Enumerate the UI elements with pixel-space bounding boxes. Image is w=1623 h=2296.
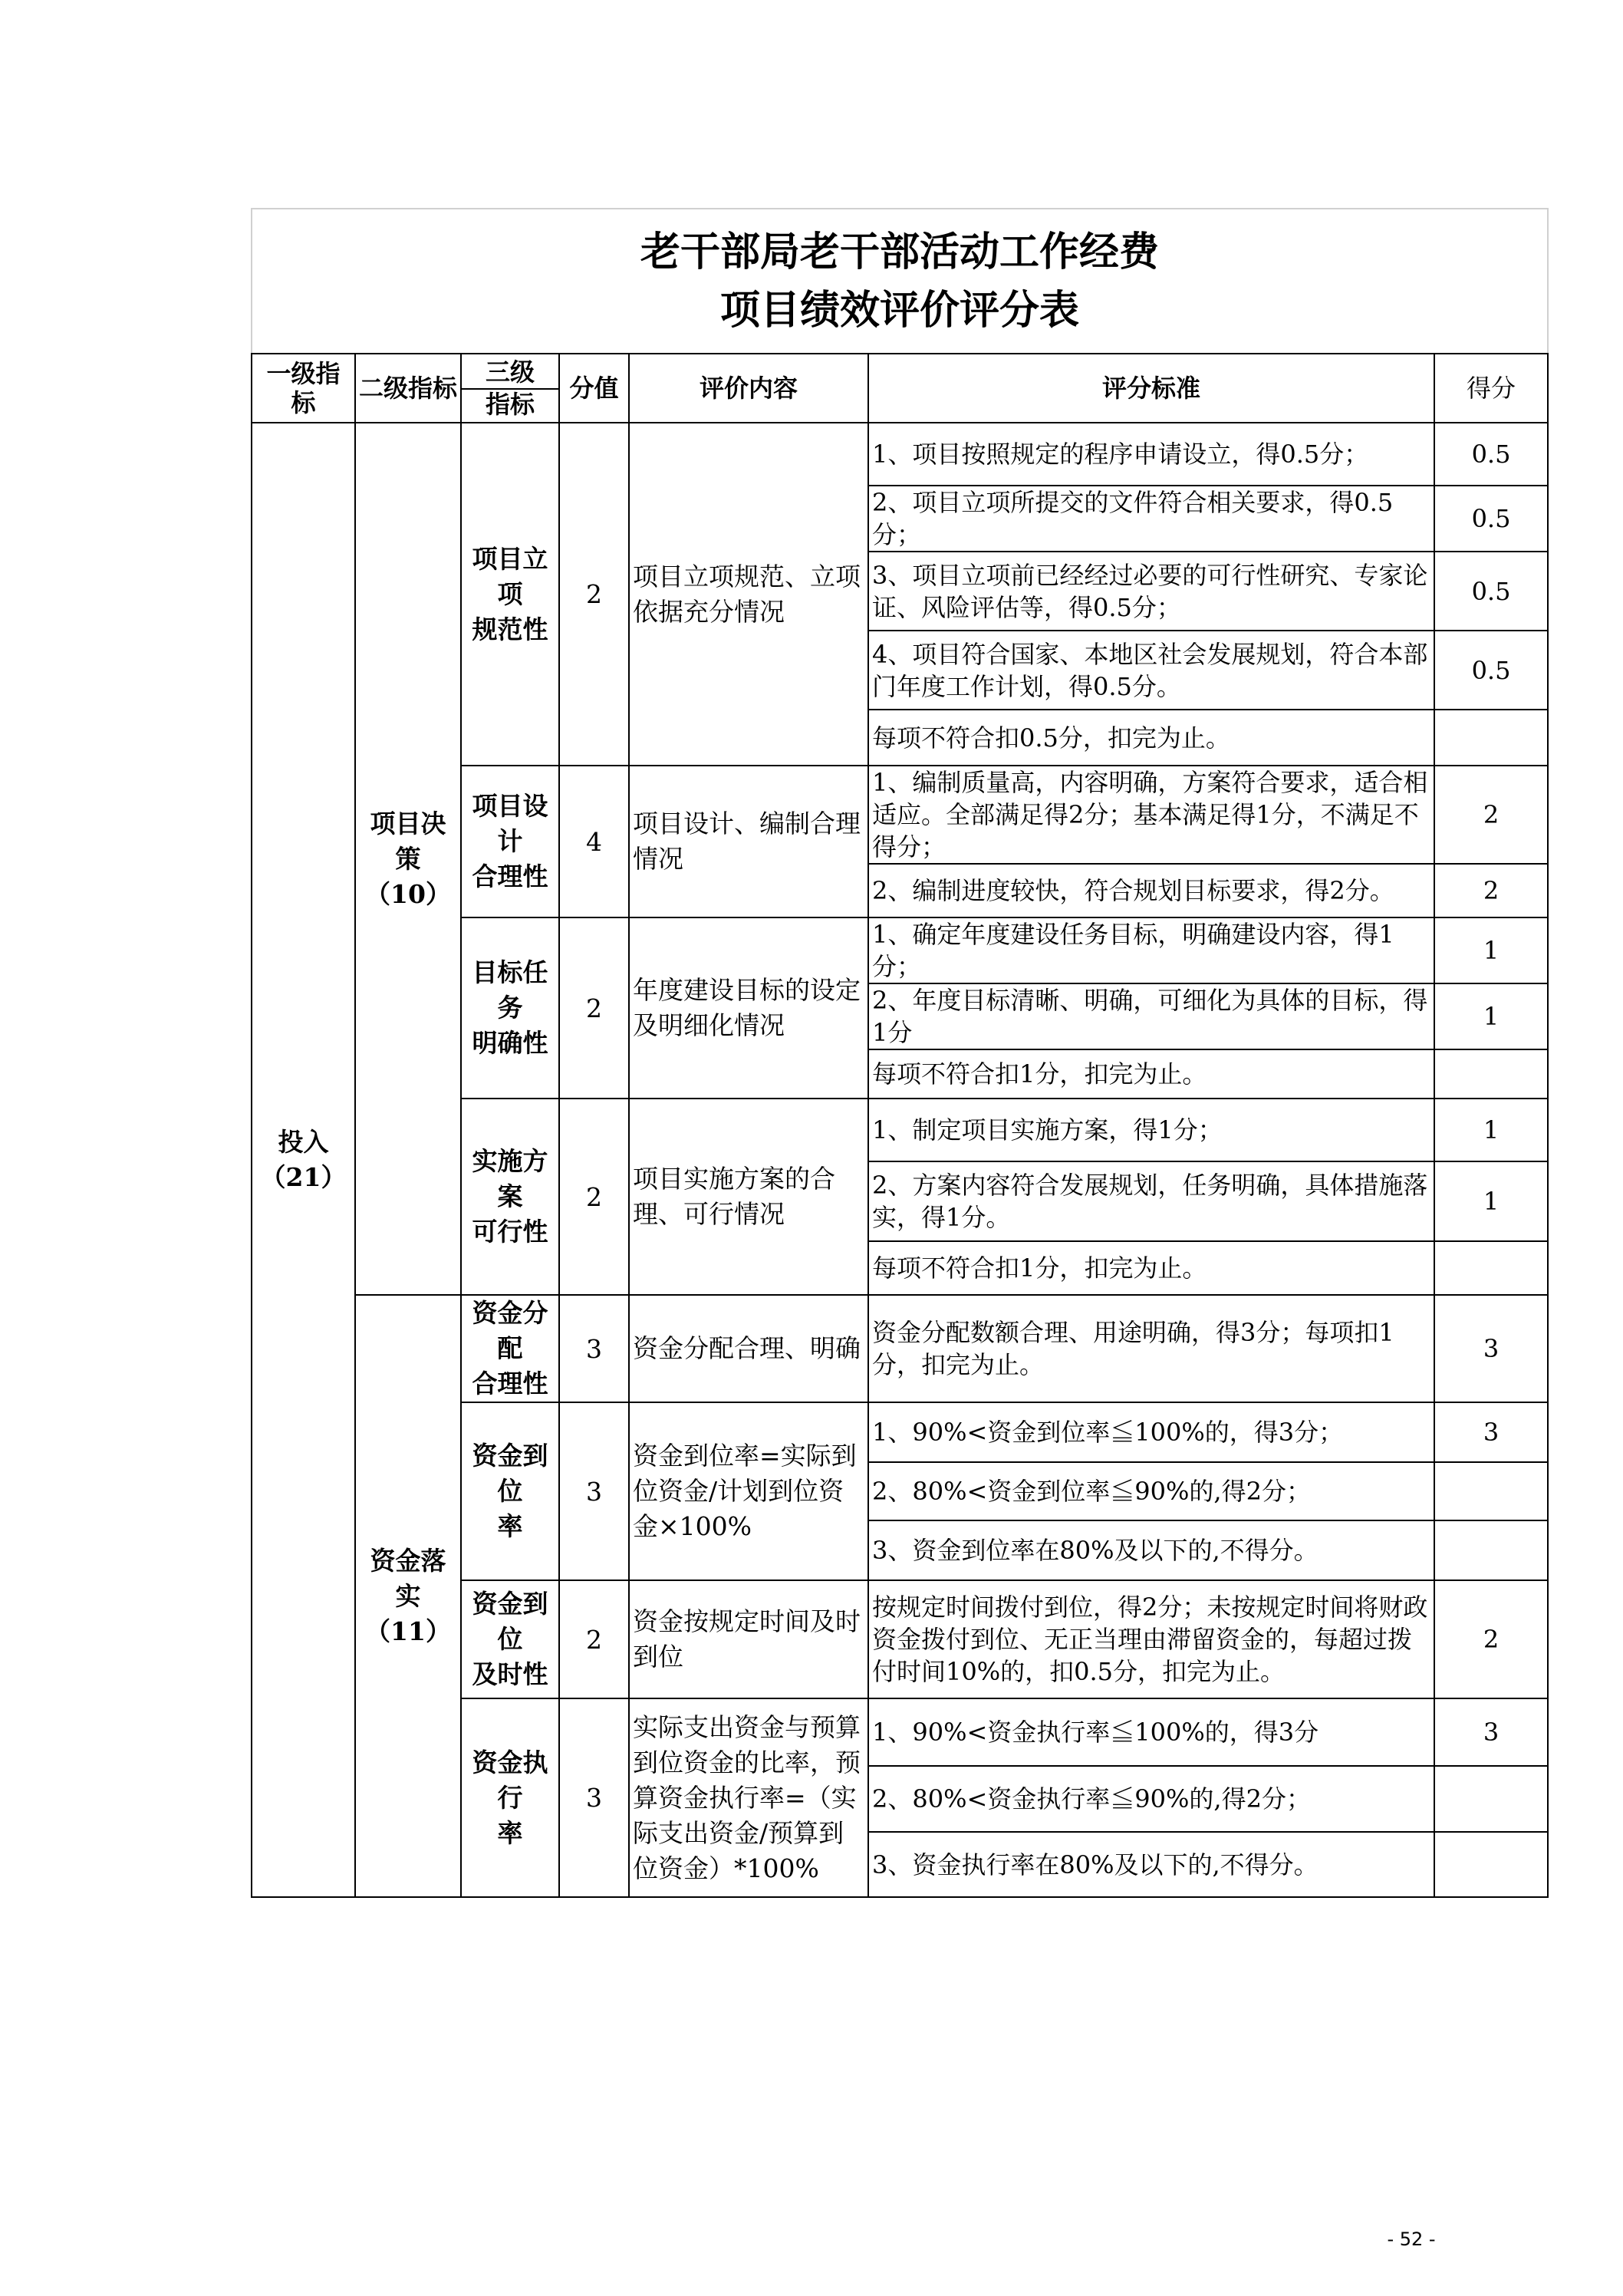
header-level2: 二级指标 [355,354,461,423]
level3-name-line1: 资金到位 [472,1589,548,1654]
content-cell: 资金按规定时间及时到位 [629,1580,868,1698]
criteria-cell: 3、资金到位率在80%及以下的,不得分。 [868,1520,1434,1580]
score-sheet [251,208,1547,1898]
header-score: 得分 [1434,354,1548,423]
level3-name-line2: 规范性 [472,614,548,644]
level3-name-line2: 合理性 [472,861,548,891]
score-cell: 2 [1434,1580,1548,1698]
header-row [252,354,1548,423]
score-cell: 1 [1434,1099,1548,1161]
criteria-cell: 每项不符合扣0.5分，扣完为止。 [868,710,1434,766]
table-row [252,423,1548,486]
score-cell [1434,710,1548,766]
title-line-2: 项目绩效评价评分表 [720,286,1080,334]
score-cell: 0.5 [1434,423,1548,486]
level3-name-line1: 资金分配 [472,1298,548,1363]
score-cell: 1 [1434,1161,1548,1241]
criteria-cell: 1、确定年度建设任务目标，明确建设内容，得1分； [868,917,1434,983]
criteria-cell: 1、90%<资金执行率≦100%的，得3分 [868,1698,1434,1766]
points-cell: 2 [559,1580,629,1698]
content-cell: 资金到位率=实际到位资金/计划到位资金×100% [629,1402,868,1580]
score-cell [1434,1832,1548,1897]
evaluation-table [251,208,1549,1898]
criteria-cell: 1、编制质量高，内容明确，方案符合要求，适合相适应。全部满足得2分；基本满足得1分，不满足不得分； [868,766,1434,864]
content-cell: 年度建设目标的设定及明细化情况 [629,917,868,1099]
level3-name-line1: 目标任务 [472,957,548,1023]
criteria-cell: 每项不符合扣1分，扣完为止。 [868,1241,1434,1295]
content-cell: 资金分配合理、明确 [629,1295,868,1402]
header-content: 评价内容 [629,354,868,423]
level1-total: （21） [260,1162,347,1192]
level2-name: 项目决策 [370,808,446,874]
level3-cell [461,423,559,766]
level3-name-line2: 及时性 [472,1659,548,1689]
level2-name: 资金落实 [370,1545,446,1611]
header-criteria: 评分标准 [868,354,1434,423]
level3-cell [461,1580,559,1698]
level2-total: （11） [365,1616,451,1646]
level1-cell [252,423,355,1897]
criteria-cell: 2、80%<资金到位率≦90%的,得2分； [868,1462,1434,1520]
criteria-cell: 3、资金执行率在80%及以下的,不得分。 [868,1832,1434,1897]
level3-cell [461,1402,559,1580]
points-cell: 3 [559,1698,629,1897]
criteria-cell: 1、制定项目实施方案，得1分； [868,1099,1434,1161]
level3-name-line2: 合理性 [472,1369,548,1398]
score-cell: 3 [1434,1402,1548,1462]
content-cell: 项目立项规范、立项依据充分情况 [629,423,868,766]
criteria-cell: 2、方案内容符合发展规划，任务明确，具体措施落实，得1分。 [868,1161,1434,1241]
score-cell [1434,1241,1548,1295]
level3-cell [461,1698,559,1897]
title-line-1: 老干部局老干部活动工作经费 [640,228,1160,275]
level3-name-line2: 可行性 [472,1217,548,1247]
points-cell: 3 [559,1402,629,1580]
criteria-cell: 资金分配数额合理、用途明确，得3分；每项扣1分，扣完为止。 [868,1295,1434,1402]
level2-total: （10） [365,878,451,909]
header-level3 [461,354,559,423]
header-level1: 一级指标 [252,354,355,423]
level3-name-line1: 资金执行 [472,1747,548,1813]
title-row [252,209,1548,354]
criteria-cell: 每项不符合扣1分，扣完为止。 [868,1049,1434,1099]
score-cell: 2 [1434,766,1548,864]
score-cell [1434,1520,1548,1580]
points-cell: 2 [559,917,629,1099]
criteria-cell: 3、项目立项前已经经过必要的可行性研究、专家论证、风险评估等，得0.5分； [868,552,1434,631]
content-cell: 实际支出资金与预算到位资金的比率，预算资金执行率=（实际支出资金/预算到位资金）*100% [629,1698,868,1897]
points-cell: 3 [559,1295,629,1402]
page-number: - 52 - [1387,2228,1436,2250]
level3-cell [461,766,559,917]
level2-cell [355,423,461,1295]
level2-cell [355,1295,461,1897]
level3-name-line2: 率 [497,1511,523,1541]
level3-name-line1: 资金到位 [472,1441,548,1506]
points-cell: 4 [559,766,629,917]
score-cell: 0.5 [1434,552,1548,631]
table-title [252,209,1548,354]
score-cell [1434,1462,1548,1520]
content-cell: 项目实施方案的合理、可行情况 [629,1099,868,1295]
points-cell: 2 [559,1099,629,1295]
score-cell [1434,1766,1548,1832]
score-cell: 3 [1434,1295,1548,1402]
level3-cell [461,1099,559,1295]
criteria-cell: 4、项目符合国家、本地区社会发展规划，符合本部门年度工作计划，得0.5分。 [868,631,1434,710]
level3-name-line2: 率 [497,1817,523,1848]
table-row [252,1295,1548,1402]
header-level3-top: 三级 [462,357,558,390]
criteria-cell: 2、项目立项所提交的文件符合相关要求，得0.5分； [868,486,1434,552]
score-cell [1434,1049,1548,1099]
level1-name: 投入 [278,1127,329,1157]
content-cell: 项目设计、编制合理情况 [629,766,868,917]
criteria-cell: 按规定时间拨付到位，得2分；未按规定时间将财政资金拨付到位、无正当理由滞留资金的，每超过拨付时间10%的，扣0.5分，扣完为止。 [868,1580,1434,1698]
level3-name-line1: 实施方案 [472,1146,548,1211]
score-cell: 0.5 [1434,631,1548,710]
level3-name-line1: 项目立项 [472,543,548,609]
score-cell: 3 [1434,1698,1548,1766]
score-cell: 1 [1434,917,1548,983]
criteria-cell: 1、90%<资金到位率≦100%的，得3分； [868,1402,1434,1462]
header-points: 分值 [559,354,629,423]
score-cell: 1 [1434,983,1548,1049]
criteria-cell: 2、年度目标清晰、明确，可细化为具体的目标，得1分 [868,983,1434,1049]
level3-cell [461,1295,559,1402]
level3-name-line1: 项目设计 [472,791,548,856]
points-cell: 2 [559,423,629,766]
score-cell: 2 [1434,864,1548,917]
score-cell: 0.5 [1434,486,1548,552]
criteria-cell: 1、项目按照规定的程序申请设立，得0.5分； [868,423,1434,486]
criteria-cell: 2、编制进度较快，符合规划目标要求，得2分。 [868,864,1434,917]
level3-name-line2: 明确性 [472,1028,548,1058]
level3-cell [461,917,559,1099]
criteria-cell: 2、80%<资金执行率≦90%的,得2分； [868,1766,1434,1832]
header-level3-bottom: 指标 [485,390,535,419]
